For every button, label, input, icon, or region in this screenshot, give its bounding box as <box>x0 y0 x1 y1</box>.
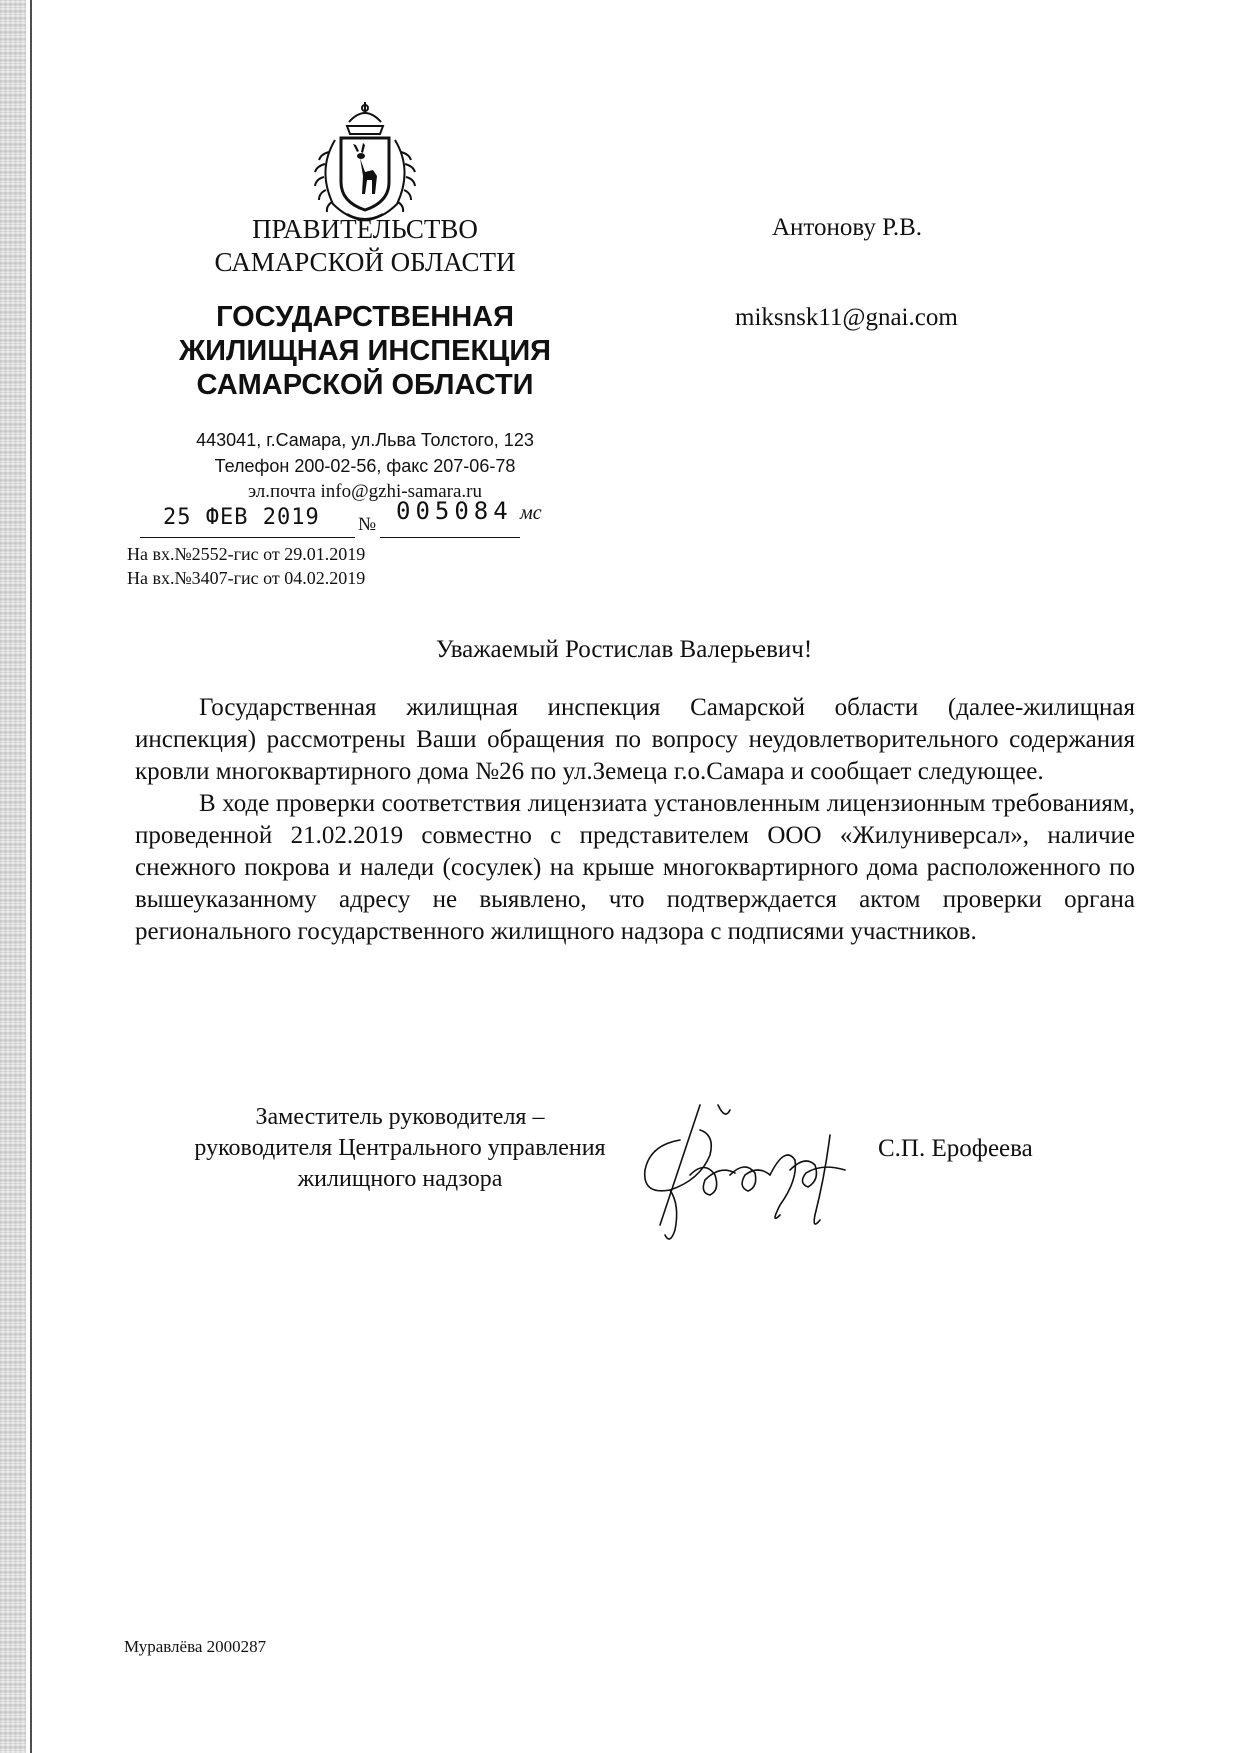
inspection-name <box>140 300 590 402</box>
inspection-line: САМАРСКОЙ ОБЛАСТИ <box>196 369 534 401</box>
registration-date: 25 ФЕВ 2019 <box>163 505 320 530</box>
government-line: ПРАВИТЕЛЬСТВО <box>252 214 478 244</box>
date-underline <box>140 537 355 538</box>
reference-item: На вх.№2552-гис от 29.01.2019 <box>127 544 366 564</box>
signatory-title <box>140 1102 660 1195</box>
address: 443041, г.Самара, ул.Льва Толстого, 123 <box>196 430 534 450</box>
government-name <box>180 213 550 279</box>
samara-coat-of-arms-icon <box>305 100 425 225</box>
reference-list <box>127 542 365 590</box>
contact-block <box>140 427 590 505</box>
signatory-title-line: руководителя Центрального управления <box>194 1135 606 1161</box>
scan-edge <box>0 0 26 1753</box>
recipient-name: Антонову Р.В. <box>772 214 923 241</box>
letter-body <box>135 692 1135 948</box>
registration-number: 005084 <box>396 497 513 525</box>
registration-number-suffix: мс <box>520 502 542 524</box>
inspection-line: ЖИЛИЩНАЯ ИНСПЕКЦИЯ <box>178 335 552 367</box>
signatory-title-line: Заместитель руководителя – <box>255 1104 545 1130</box>
signatory-name: С.П. Ерофеева <box>878 1135 1033 1162</box>
scan-edge-line <box>30 0 32 1753</box>
phone-fax: Телефон 200-02-56, факс 207-06-78 <box>214 456 516 476</box>
inspection-line: ГОСУДАРСТВЕННАЯ <box>216 301 514 333</box>
handwritten-signature-icon <box>630 1095 870 1250</box>
recipient-email: miksnsk11@gnai.com <box>735 304 958 331</box>
email-line: эл.почта info@gzhi-samara.ru <box>247 481 482 502</box>
government-line: САМАРСКОЙ ОБЛАСТИ <box>214 247 516 277</box>
executor-note: Муравлёва 2000287 <box>124 1637 267 1656</box>
number-underline <box>380 537 520 538</box>
greeting: Уважаемый Ростислав Валерьевич! <box>435 636 813 663</box>
number-sign: № <box>358 514 377 535</box>
signatory-title-line: жилищного надзора <box>297 1166 503 1192</box>
reference-item: На вх.№3407-гис от 04.02.2019 <box>127 568 366 588</box>
body-paragraph: В ходе проверки соответствия лицензиата установленным лицензионным требованиям, проведенной 21.02.2019 совместно с представителем ООО «Жилуниверсал», наличие снежного покрова и наледи (сосулек) на крыше многоквартирного дома расположенного по вышеуказанному адресу не выявлено, что подтверждается актом проверки органа регионального государственного жилищного надзора с подписями участников. <box>135 790 1135 945</box>
body-paragraph: Государственная жилищная инспекция Самарской области (далее-жилищная инспекция) рассмотрены Ваши обращения по вопросу неудовлетворительного содержания кровли многоквартирного дома №26 по ул.Земеца г.о.Самара и сообщает следующее. <box>135 694 1135 785</box>
